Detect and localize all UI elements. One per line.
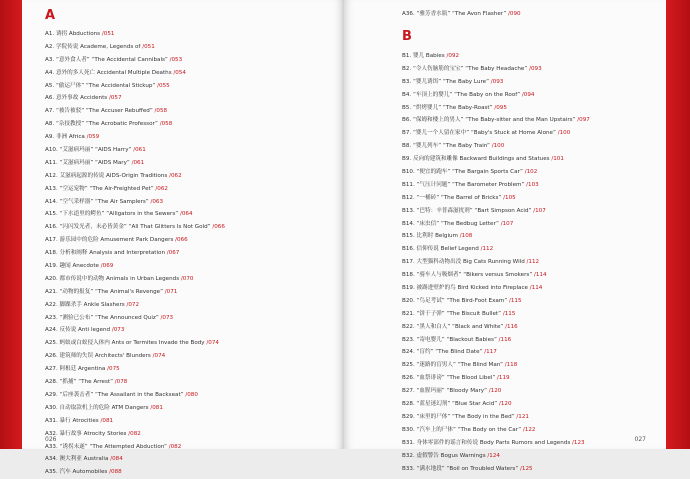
entry-page: /072 [126,301,140,308]
entry-page: /066 [212,224,225,231]
entry-page: /051 [101,31,115,37]
entry-page: /103 [526,181,539,188]
entry-text: A32. 暴行故事 Atrocity Stories [45,430,127,437]
entry-text: B18. “骑车人与吸烟者” “Bikers versus Smokers” [402,272,533,279]
list-item [45,350,225,363]
entry-page: /071 [164,288,178,295]
entry-page: /057 [108,95,122,102]
list-item [402,463,590,476]
list-item [45,41,225,54]
list-item [45,67,225,80]
list-item [402,76,590,89]
entry-text: A2. 学院传说 Academe, Legends of [45,43,141,50]
list-item [402,166,590,179]
entry-page: /084 [110,456,123,463]
entry-page: /101 [551,156,564,163]
list-item [45,441,225,454]
entry-page: /125 [520,465,533,472]
entry-text: A14. “空气采样器” “The Air Samplers” [45,198,149,205]
entry-text: B21. “饼干子弹” “The Biscuit Bullet” [402,310,502,317]
list-item [45,234,225,247]
entry-page: /116 [505,323,518,330]
page-number-left: 026 [45,436,57,443]
entry-page: /073 [111,327,125,334]
entry-page: /074 [152,353,166,360]
entry-page: /112 [480,246,494,253]
list-item [45,105,225,118]
entry-page: /058 [154,108,168,115]
list-item [45,376,225,389]
list-item [45,415,225,428]
section-letter-a: A [45,8,56,23]
entry-page: /067 [166,250,180,257]
entry-page: /075 [107,366,120,373]
list-item [45,80,225,93]
entry-text: A27. 阿根廷 Argentina [45,366,106,373]
list-item [402,282,590,295]
entry-page: /069 [100,263,114,270]
entry-page: /066 [175,237,188,244]
list-item [402,179,590,192]
entry-text: A6. 意外事故 Accidents [45,95,108,102]
list-item [402,127,590,140]
list-item [45,183,225,196]
entry-page: /120 [488,388,502,395]
entry-text: A9. 非洲 Africa [45,134,85,141]
list-item [402,385,590,398]
list-item [45,131,225,144]
entry-text: A17. 游乐园中的危险 Amusement Park Dangers [45,237,174,244]
list-item [402,102,590,115]
list-item [402,308,590,321]
entry-text: A33. “诱拐未遂” “The Attempted Abduction” [45,443,167,450]
entry-page: /097 [577,117,590,124]
entry-text: A31. 暴行 Atrocities [45,417,99,424]
entry-text: B3. “婴儿诱饵” “The Baby Lure” [402,78,489,85]
list-item [45,196,225,209]
entry-page: /061 [131,159,145,166]
entry-page: /114 [529,285,543,292]
entry-text: B24. “盲约” “The Blind Date” [402,349,483,356]
entry-page: /081 [100,417,114,424]
entry-page: /112 [526,259,540,266]
entry-text: A10. “艾滋病玛丽” “AIDS Harry” [45,147,132,154]
list-item [45,299,225,312]
entry-page: /059 [86,134,100,141]
entry-text: B29. “床里的尸体” “The Body in the Bed” [402,413,515,420]
entry-text: A22. 脚踝杀手 Ankle Slashers [45,301,125,308]
entry-text: B6. “保姆和楼上的男人” “The Baby-sitter and the Man Upstairs” [402,117,576,124]
entry-text: A3. “意外食人者” “The Accidental Cannibals” [45,56,168,63]
entry-text: B16. 信仰传说 Belief Legend [402,246,479,253]
list-item [45,118,225,131]
list-item [45,324,225,337]
entry-page: /062 [155,185,168,192]
list-item [402,153,590,166]
entry-page: /100 [557,130,571,137]
section-letter-b: B [402,29,412,44]
entry-page: /082 [128,430,141,437]
right-page [344,0,666,472]
entry-text: B9. 反向的建筑和雕像 Backward Buildings and Statues [402,156,550,163]
page-number-right: 027 [634,436,646,443]
list-item [402,63,590,76]
entry-page: /116 [498,336,512,343]
entry-page: /088 [109,469,122,476]
entry-page: /107 [500,220,514,227]
entry-text: A24. 反传说 Anti legend [45,327,111,334]
entry-text: A25. 蚂蚁或白蚁侵入体内 Ants or Termites Invade the Body [45,340,205,347]
list-item [402,192,590,205]
entry-text: A28. “抓捕” “The Arrest” [45,379,113,386]
entry-text: B8. “婴儿列车” “The Baby Train” [402,143,490,150]
list-item [45,221,225,234]
left-page [22,0,344,476]
entry-page: /051 [142,43,155,50]
entry-page: /064 [179,211,193,218]
entry-page: /107 [533,207,546,214]
list-item [45,337,225,350]
entry-text: A15. “下水道里的鳄鱼” “Alligators in the Sewers” [45,211,179,218]
entry-page: /081 [150,404,163,411]
entry-page: /054 [173,69,186,76]
entry-text: B2. “令人伤脑筋的宝宝” “The Baby Headache” [402,65,528,72]
entry-page: /070 [180,275,194,282]
list-item [402,450,590,463]
entry-text: B32. 虚假警告 Bogus Warnings [402,452,486,459]
entry-text: A7. “被告被驳” “The Accuser Rebuffed” [45,108,153,115]
list-item [402,437,590,450]
entry-page: /118 [504,362,518,369]
entry-text: A1. 诱拐 Abductions [45,31,101,37]
entry-text: B28. “蓝星迷幻剂” “Blue Star Acid” [402,401,498,408]
entry-page: /082 [168,443,182,450]
entry-text: B23. “寄电婴儿” “Blackout Babies” [402,336,497,343]
list-item [402,114,590,127]
entry-text: A11. “艾滋病玛丽” “AIDS Mary” [45,159,130,166]
entry-text: B19. 被踢进壁炉的鸟 Bird Kicked into Fireplace [402,285,529,292]
entry-page: /055 [157,82,170,89]
list-item [45,54,225,67]
list-item [402,140,590,153]
list-item [45,208,225,221]
list-item [402,398,590,411]
entry-text: A21. “动物的报复” “The Animal's Revenge” [45,288,163,295]
list-item [402,411,590,424]
entry-page: /080 [185,391,198,398]
list-item [45,144,225,157]
list-item [402,256,590,269]
entry-page: /123 [572,439,585,446]
entry-page: /062 [169,172,182,179]
entry-page: /073 [160,314,174,321]
entry-text: A26. 建筑师的失误 Architects' Blunders [45,353,151,360]
list-item [45,428,225,441]
entry-page: /063 [150,198,164,205]
entry-text: A35. 汽车 Automobiles [45,469,108,476]
list-item [402,321,590,334]
right-red-edge [666,0,690,449]
entry-page: /093 [529,65,542,72]
list-item [402,359,590,372]
entry-text: B33. “满水地段” “Boil on Troubled Waters” [402,465,519,472]
entry-text: A30. 自动取款机上的危险 ATM Dangers [45,404,149,411]
entry-text: B4. “车顶上的婴儿” “The Baby on the Roof” [402,91,521,98]
entry-page: /095 [494,104,507,111]
entry-text: B25. “迷路的盲男人” “The Blind Man” [402,362,503,369]
entry-page: /061 [133,147,146,154]
entry-text: A4. 意外的多人死亡 Accidental Multiple Deaths [45,69,172,76]
entry-page: /078 [114,379,128,386]
list-item [402,205,590,218]
entry-list-a [45,28,225,479]
entry-text: A8. “杂技教授” “The Acrobatic Professor” [45,121,158,128]
list-item [45,453,225,466]
entry-page: /058 [159,121,173,128]
entry-list-b [402,50,590,475]
list-item [45,286,225,299]
entry-page: /114 [534,272,547,279]
entry-text: A20. 都市传说中的动物 Animals in Urban Legends [45,275,180,282]
left-red-edge [0,0,22,449]
list-item [402,269,590,282]
entry-page: /122 [522,426,536,433]
list-item [45,157,225,170]
entry-text: B13. “巴特：辛普森滋扰剂” “Bart Simpson Acid” [402,207,532,214]
entry-page: /102 [524,169,538,176]
entry-text: A16. “闪闪发光者，未必皆黄金” “All That Glitters Is Not Gold” [45,224,211,231]
entry-text: B26. “血祭诽谤” “The Blood Libel” [402,375,496,382]
list-item [402,50,590,63]
list-item [45,312,225,325]
list-item [402,243,590,256]
entry-page: /115 [502,310,516,317]
list-item [402,346,590,359]
entry-page: /093 [490,78,504,85]
list-item [402,424,590,437]
list-item [402,372,590,385]
entry-text: B15. 比利时 Belgium [402,233,459,240]
entry-page: /090 [508,11,521,17]
entry-text: B7. “婴儿一个人留在家中” “Baby's Stuck at Home Alone” [402,130,556,137]
entry-page: /074 [206,340,219,347]
entry-page: /094 [521,91,535,98]
entry-text: B11. “气压计问题” “The Barometer Problem” [402,181,525,188]
entry-page: /121 [516,413,529,420]
entry-text: A12. 艾滋病起源的传说 AIDS-Origin Traditions [45,172,168,179]
entry-page: /053 [169,56,183,63]
entry-text: B22. “黑人和白人” “Black and White” [402,323,504,330]
list-item [402,218,590,231]
list-item [402,230,590,243]
entry-text: A36. “雅芳香水瓶” “The Avon Flasher” [402,11,507,17]
list-item [45,389,225,402]
list-item [402,295,590,308]
entry-page: /108 [459,233,473,240]
list-item [45,466,225,479]
list-item [402,89,590,102]
entry-page: /100 [491,143,505,150]
entry-text: A23. “测验已公布” “The Announced Quiz” [45,314,159,321]
entry-text: B31. 身体零部件的谣言和传说 Body Parts Rumors and Legends [402,439,571,446]
list-item [45,247,225,260]
entry-page: /092 [446,53,459,59]
list-item [45,273,225,286]
entry-text: B10. “便宜的跑车” “The Bargain Sports Car” [402,169,523,176]
entry-page: /115 [508,297,522,304]
entry-text: B27. “血腥玛丽” “Bloody Mary” [402,388,487,395]
entry-text: A34. 澳大利亚 Australia [45,456,109,463]
entry-text: B14. “床虫信” “The Bedbug Letter” [402,220,499,227]
entry-text: B1. 婴儿 Babies [402,53,445,59]
list-item [45,363,225,376]
entry-text: A29. “后座袭击者” “The Assailant in the Backseat” [45,391,184,398]
entry-text: B12. “一桶砖” “The Barrel of Bricks” [402,194,502,201]
entry-text: B20. “鸟足考试” “The Bird-Foot Exam” [402,297,508,304]
entry-page: /105 [503,194,516,201]
list-item [45,402,225,415]
entry-text: A5. “偷运尸体” “The Accidental Stickup” [45,82,156,89]
entry-text: B30. “汽车上的尸体” “The Body on the Car” [402,426,522,433]
entry-page: /117 [484,349,497,356]
list-item [402,334,590,347]
entry-text: A19. 趣闻 Anecdote [45,263,99,270]
entry-text: B17. 大型猫科动物出没 Big Cats Running Wild [402,259,525,266]
list-item [45,260,225,273]
entry-page: /119 [497,375,510,382]
entry-text: B5. “烘烤婴儿” “The Baby-Roast” [402,104,493,111]
entry-text: A13. “空运宠物” “The Air-Freighted Pet” [45,185,154,192]
top-entry [402,8,521,21]
list-item [45,92,225,105]
entry-page: /124 [487,452,500,459]
list-item [45,170,225,183]
entry-page: /120 [498,401,512,408]
list-item [45,28,225,41]
entry-text: A18. 分析和阐释 Analysis and Interpretation [45,250,166,257]
